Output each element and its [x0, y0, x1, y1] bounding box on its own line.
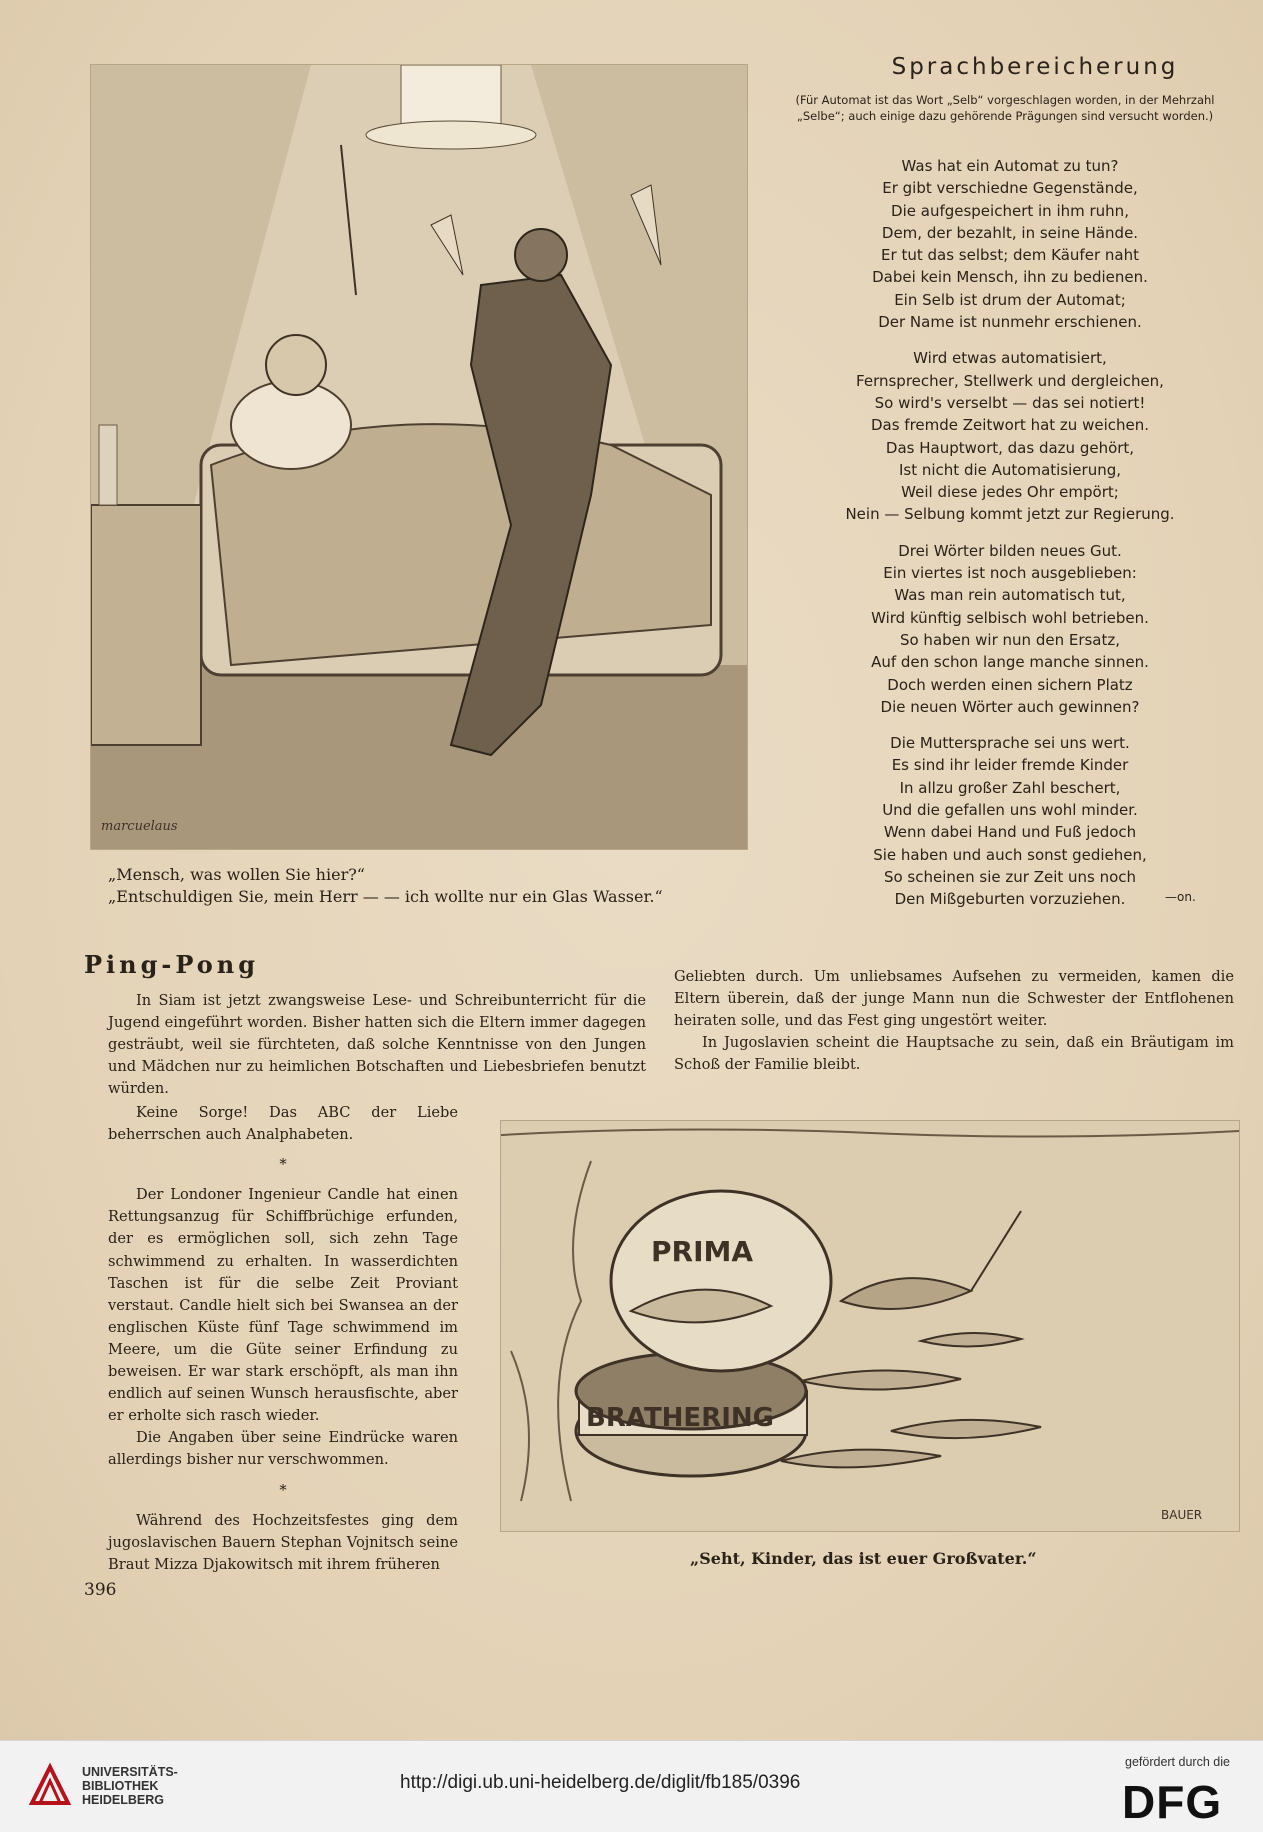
poem-line: Was hat ein Automat zu tun?	[901, 157, 1119, 175]
poem-line: Er tut das selbst; dem Käufer naht	[881, 246, 1139, 265]
poem-line: So scheinen sie zur Zeit uns noch	[883, 867, 1137, 886]
permalink-url[interactable]: http://digi.ub.uni-heidelberg.de/diglit/fb185/0396	[400, 1772, 801, 1793]
article-paragraph: Geliebten durch. Um unliebsames Aufsehen zu vermeiden, kamen die Eltern überein, daß der junge Mann nun die Schwester der Entflohenen heiraten solle, und das Fest ging ungestört weiter.	[674, 968, 1234, 1030]
article-paragraph: Der Londoner Ingenieur Candle hat einen Rettungsanzug für Schiffbrüchige erfunden, der es ermöglichen soll, sich zehn Tage schwimmend zu erhalten. In wasserdichten Taschen ist für die selbe Zeit Proviant verstaut. Candle hielt sich bei Swansea an der englischen Küste fünf Tage schwimmend im Meere, um die Güte seiner Erfindung zu beweisen. Er war stark erschöpft, als man ihn endlich auf seinen Wunsch herausfischte, aber er erholte sich rasch wieder.	[108, 1186, 458, 1425]
article-paragraph: In Siam ist jetzt zwangsweise Lese- und Schreibunterricht für die Jugend eingeführt worden. Bisher hatten sich die Eltern immer dagegen gesträubt, weil sie fürchteten, daß solche Kenntnisse von den Jungen und Mädchen nur zu heimlichen Botschaften und Liebesbriefen benutzt würden.	[108, 992, 646, 1098]
poem-line: Fernsprecher, Stellwerk und dergleichen,	[856, 371, 1164, 390]
poem-line: Ein Selb ist drum der Automat;	[894, 290, 1126, 309]
poem-stanza-1	[790, 155, 1230, 333]
poem-line: Wird etwas automatisiert,	[913, 349, 1107, 368]
article-paragraph: Keine Sorge! Das ABC der Liebe beherrschen auch Analphabeten.	[108, 1104, 458, 1144]
article-paragraph: Während des Hochzeitsfestes ging dem jugoslavischen Bauern Stephan Vojnitsch seine Braut Mizza Djakowitsch mit ihrem früheren	[108, 1511, 458, 1573]
top-illustration-caption	[108, 864, 748, 908]
article-paragraph: In Jugoslavien scheint die Hauptsache zu sein, daß ein Bräutigam im Schoß der Familie bleibt.	[674, 1034, 1234, 1074]
article-heading: Ping-Pong	[84, 950, 259, 979]
poem-line: Ein viertes ist noch ausgeblieben:	[883, 564, 1137, 583]
poem-note: (Für Automat ist das Wort „Selb“ vorgeschlagen worden, in der Mehrzahl „Selbe“; auch einige dazu gehörende Prägungen sind versucht worden.)	[795, 93, 1215, 123]
poem-stanza-4	[790, 732, 1230, 910]
poem-line: Drei Wörter bilden neues Gut.	[898, 541, 1122, 560]
poem-line: Auf den schon lange manche sinnen.	[871, 653, 1149, 672]
section-separator: *	[279, 1156, 287, 1174]
poem-line: Es sind ihr leider fremde Kinder	[891, 756, 1129, 775]
poem-line: Die Muttersprache sei uns wert.	[890, 734, 1130, 753]
poem-line: Das Hauptwort, das dazu gehört,	[885, 438, 1135, 457]
can-lid-label: PRIMA	[651, 1235, 754, 1268]
poem-line: Die neuen Wörter auch gewinnen?	[880, 697, 1140, 716]
poem-title: Sprachbereicherung	[891, 54, 1179, 80]
university-name-line: HEIDELBERG	[82, 1793, 164, 1807]
underwater-herring-drawing	[501, 1121, 1239, 1531]
poem-line: In allzu großer Zahl beschert,	[899, 778, 1121, 797]
article-left-column-top	[108, 990, 646, 1100]
poem-line: Ist nicht die Automatisierung,	[898, 460, 1121, 479]
poem-line: Und die gefallen uns wohl minder.	[882, 801, 1138, 820]
article-left-column	[108, 1102, 458, 1576]
poem-line: Wird künftig selbisch wohl betrieben.	[871, 608, 1149, 627]
poem-stanza-3	[790, 540, 1230, 718]
bottom-illustration-caption: „Seht, Kinder, das ist euer Großvater.“	[690, 1549, 1037, 1568]
poem-line: Dabei kein Mensch, ihn zu bedienen.	[872, 268, 1148, 287]
poem-line: So wird's verselbt — das sei notiert!	[874, 393, 1146, 412]
caption-line-1: „Mensch, was wollen Sie hier?“	[108, 865, 365, 884]
top-illustration	[90, 64, 748, 850]
section-separator: *	[279, 1481, 287, 1499]
funding-label: gefördert durch die	[1125, 1755, 1230, 1769]
poem-line: Nein — Selbung kommt jetzt zur Regierung.	[845, 505, 1175, 524]
poem-stanza-2	[790, 347, 1230, 525]
caption-line-2: „Entschuldigen Sie, mein Herr — — ich wollte nur ein Glas Wasser.“	[108, 887, 663, 906]
top-illustration-signature: marcuelaus	[101, 819, 178, 834]
poem-line: So haben wir nun den Ersatz,	[899, 630, 1121, 649]
poem-line: Er gibt verschiedne Gegenstände,	[882, 179, 1138, 198]
poem-line: Sie haben und auch sonst gediehen,	[873, 845, 1147, 864]
poem-line: Das fremde Zeitwort hat zu weichen.	[870, 416, 1150, 435]
poem-line: Dem, der bezahlt, in seine Hände.	[881, 223, 1139, 242]
bottom-illustration-signature: BAUER	[1161, 1508, 1203, 1522]
page-number: 396	[84, 1580, 117, 1600]
can-label: BRATHERING	[586, 1403, 774, 1433]
poem-line: Den Mißgeburten vorzuziehen.	[894, 890, 1126, 909]
university-name-line: BIBLIOTHEK	[82, 1779, 159, 1793]
article-paragraph: Die Angaben über seine Eindrücke waren allerdings bisher nur verschwommen.	[108, 1429, 458, 1469]
poem-body	[790, 155, 1230, 925]
university-name	[82, 1765, 178, 1807]
article-right-column	[674, 966, 1234, 1076]
dfg-logo: DFG	[1122, 1776, 1223, 1828]
viewer-footer	[0, 1740, 1263, 1832]
bedroom-burglar-drawing	[91, 65, 747, 849]
bottom-illustration	[500, 1120, 1240, 1532]
poem-signature: —on.	[1165, 890, 1196, 904]
poem-line: Der Name ist nunmehr erschienen.	[878, 313, 1142, 332]
university-name-line: UNIVERSITÄTS-	[82, 1765, 178, 1779]
university-logo-icon	[28, 1763, 72, 1809]
poem-line: Die aufgespeichert in ihm ruhn,	[891, 201, 1129, 220]
poem-line: Was man rein automatisch tut,	[894, 586, 1126, 605]
poem-line: Doch werden einen sichern Platz	[887, 675, 1133, 694]
poem-line: Wenn dabei Hand und Fuß jedoch	[883, 823, 1137, 842]
poem-line: Weil diese jedes Ohr empört;	[901, 483, 1119, 502]
